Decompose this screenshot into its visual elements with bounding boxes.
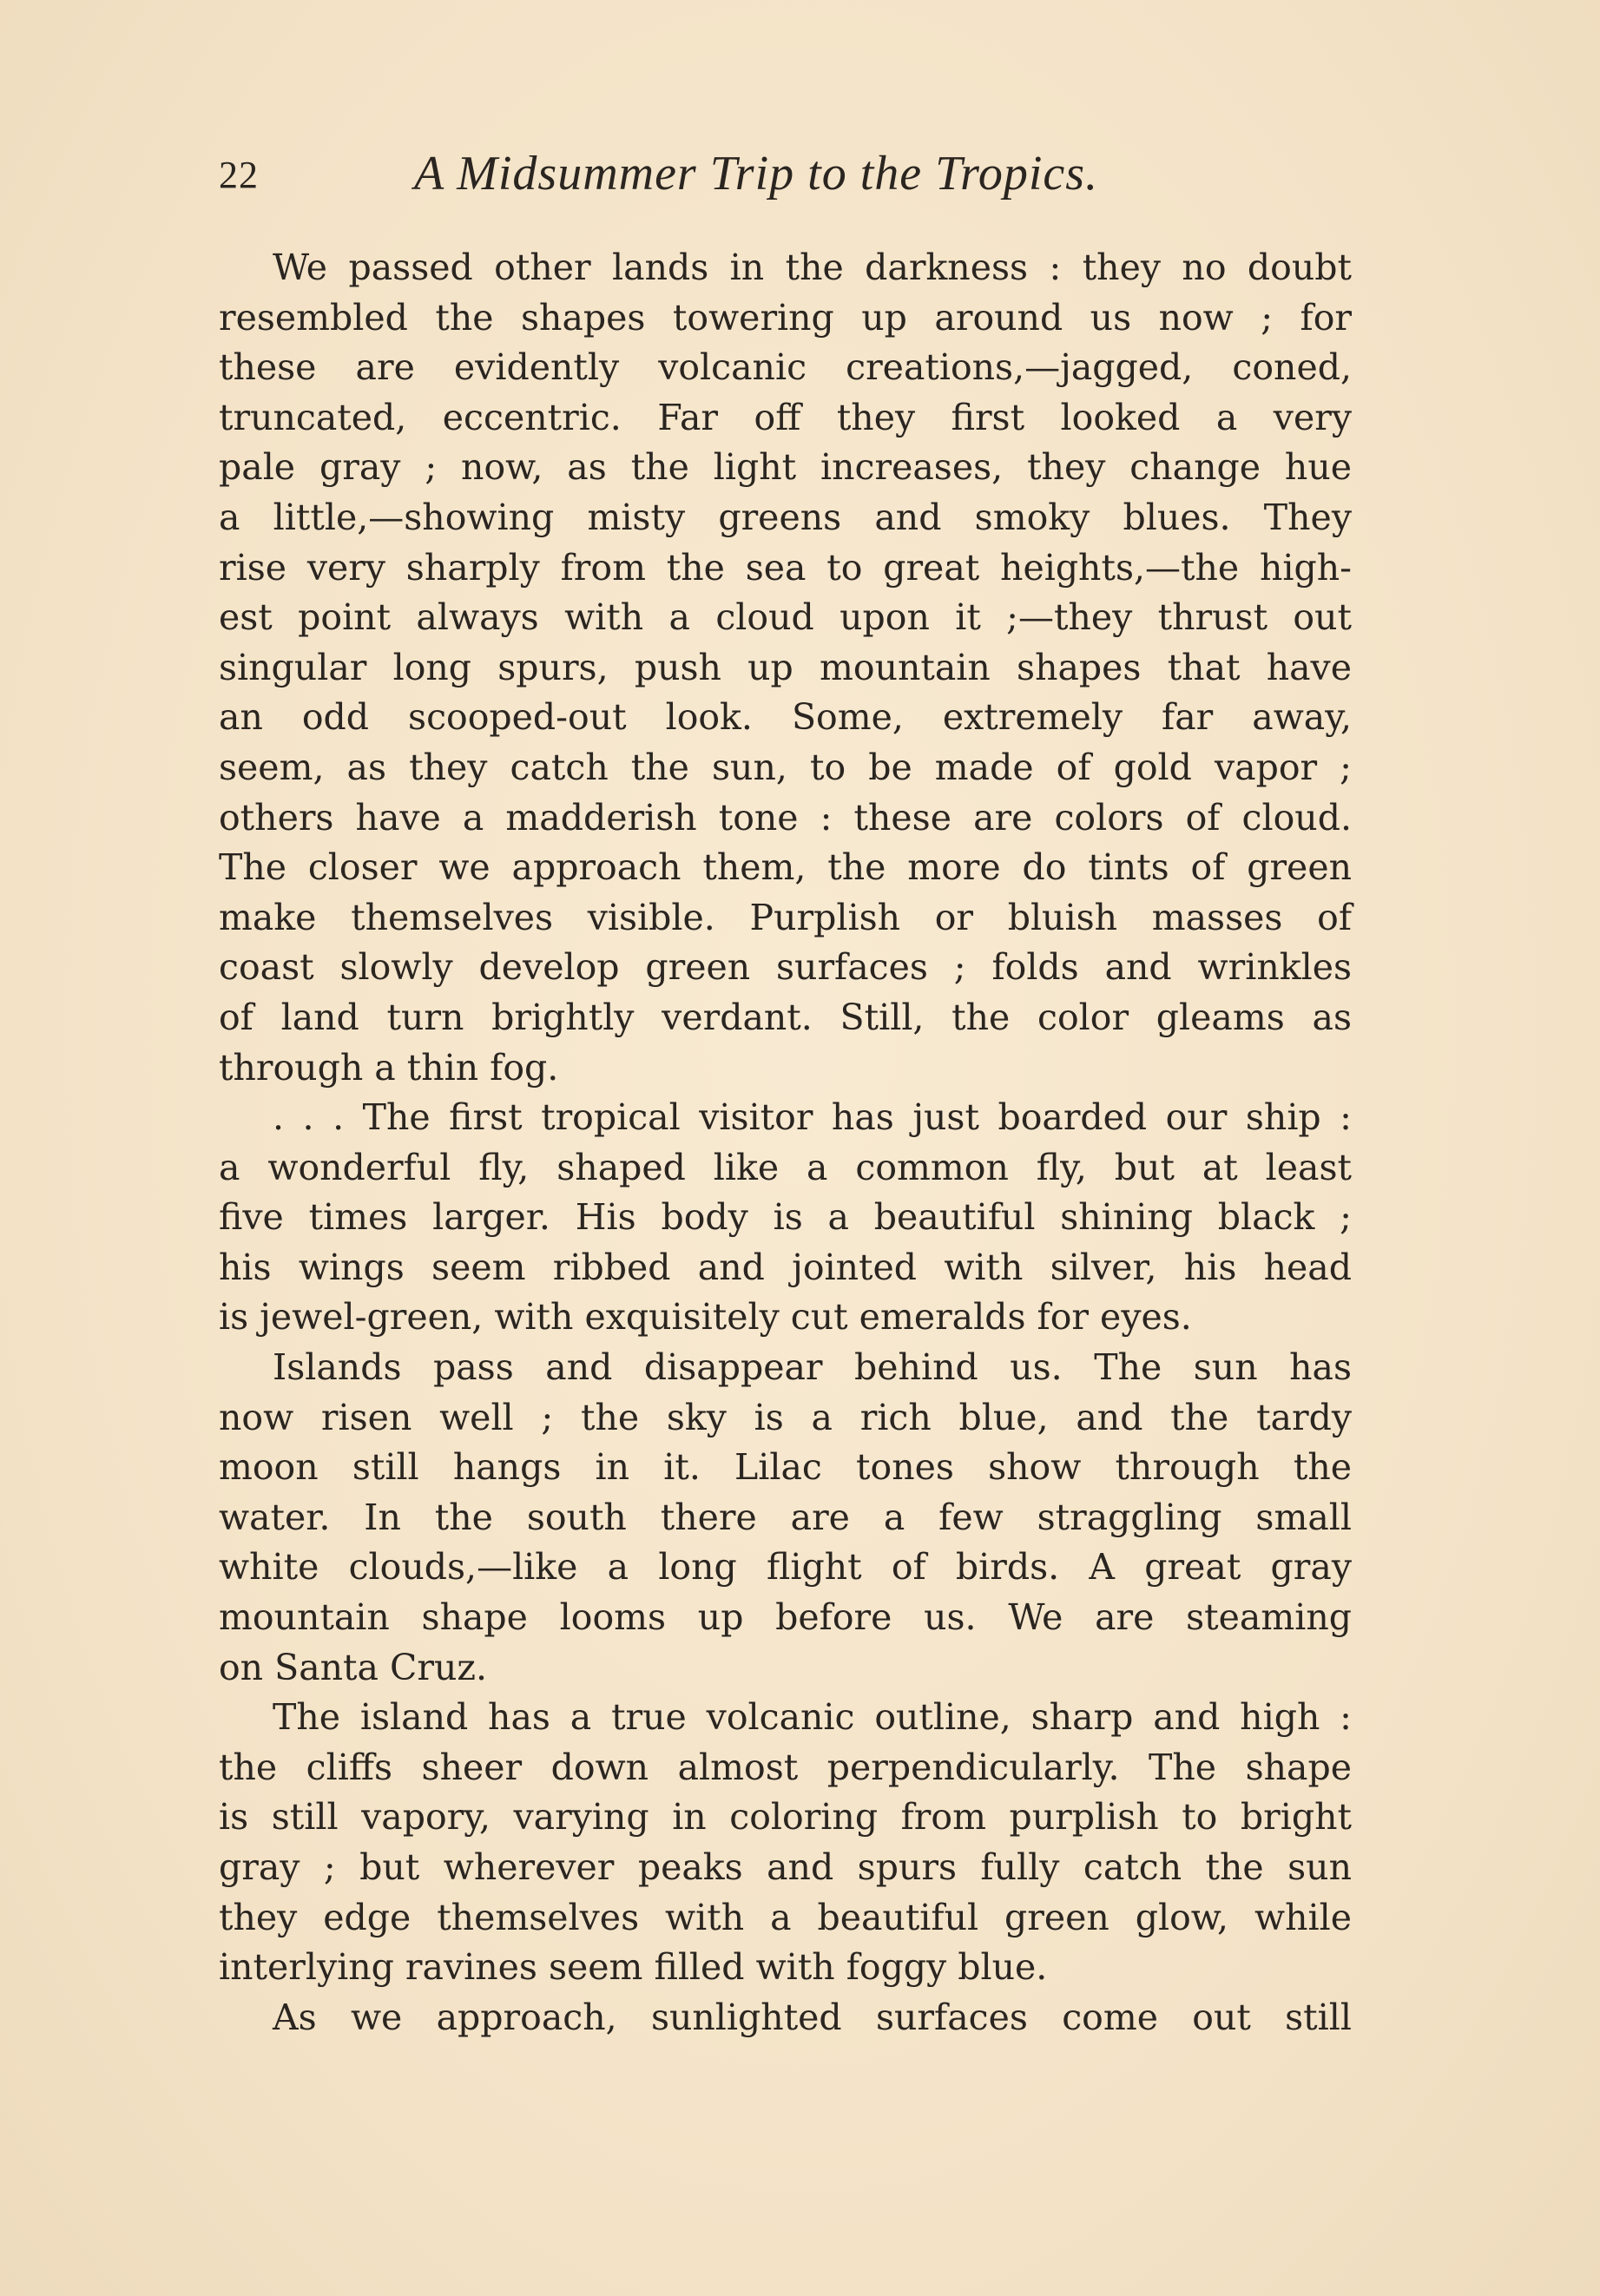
text-line: mountain shape looms up before us. We are steaming: [219, 1596, 1352, 1639]
text-line: The closer we approach them, the more do tints of green: [219, 846, 1352, 889]
text-line: is jewel-green, with exquisitely cut emeralds for eyes.: [219, 1296, 1192, 1339]
text-line: rise very sharply from the sea to great heights,—the high-: [219, 546, 1352, 589]
text-line: est point always with a cloud upon it ;—they thrust out: [219, 596, 1352, 639]
text-line: As we approach, sunlighted surfaces come out still: [273, 1996, 1352, 2038]
text-line: white clouds,—like a long flight of birds. A great gray: [219, 1546, 1352, 1589]
text-line: . . . The first tropical visitor has just boarded our ship :: [273, 1096, 1352, 1139]
text-line: others have a madderish tone : these are colors of cloud.: [219, 796, 1352, 839]
text-line: gray ; but wherever peaks and spurs fully catch the sun: [219, 1846, 1352, 1888]
text-line: they edge themselves with a beautiful green glow, while: [219, 1896, 1352, 1938]
text-line: is still vapory, varying in coloring from purplish to bright: [219, 1796, 1352, 1839]
text-line: coast slowly develop green surfaces ; folds and wrinkles: [219, 946, 1352, 989]
text-line: on Santa Cruz.: [219, 1646, 488, 1688]
text-line: resembled the shapes towering up around us now ; for: [219, 296, 1352, 339]
text-line: pale gray ; now, as the light increases, they change hue: [219, 446, 1352, 489]
text-line: five times larger. His body is a beautiful shining black ;: [219, 1196, 1352, 1239]
text-line: a wonderful fly, shaped like a common fly, but at least: [219, 1146, 1352, 1188]
text-line: seem, as they catch the sun, to be made of gold vapor ;: [219, 746, 1352, 788]
book-title: A Midsummer Trip to the Tropics.: [414, 147, 1099, 201]
text-line: through a thin fog.: [219, 1046, 559, 1089]
text-line: Islands pass and disappear behind us. The sun has: [273, 1346, 1352, 1389]
text-line: singular long spurs, push up mountain shapes that have: [219, 646, 1352, 688]
text-line: truncated, eccentric. Far off they first looked a very: [219, 396, 1352, 438]
body-text: [219, 243, 1352, 2043]
text-line: these are evidently volcanic creations,—jagged, coned,: [219, 346, 1352, 389]
text-line: an odd scooped-out look. Some, extremely far away,: [219, 696, 1352, 739]
text-line: We passed other lands in the darkness : they no doubt: [273, 247, 1352, 288]
running-head: [219, 146, 1347, 215]
text-line: water. In the south there are a few straggling small: [219, 1496, 1352, 1538]
text-line: the cliffs sheer down almost perpendicularly. The shape: [219, 1746, 1352, 1788]
text-line: his wings seem ribbed and jointed with silver, his head: [219, 1246, 1352, 1288]
text-line: make themselves visible. Purplish or bluish masses of: [219, 896, 1352, 938]
text-line: interlying ravines seem filled with foggy blue.: [219, 1946, 1048, 1989]
text-line: of land turn brightly verdant. Still, the color gleams as: [219, 996, 1352, 1038]
page-number: 22: [219, 154, 259, 196]
text-line: The island has a true volcanic outline, sharp and high :: [273, 1696, 1352, 1739]
text-line: a little,—showing misty greens and smoky blues. They: [219, 496, 1352, 538]
text-line: now risen well ; the sky is a rich blue, and the tardy: [219, 1396, 1352, 1438]
text-line: moon still hangs in it. Lilac tones show through the: [219, 1446, 1352, 1489]
